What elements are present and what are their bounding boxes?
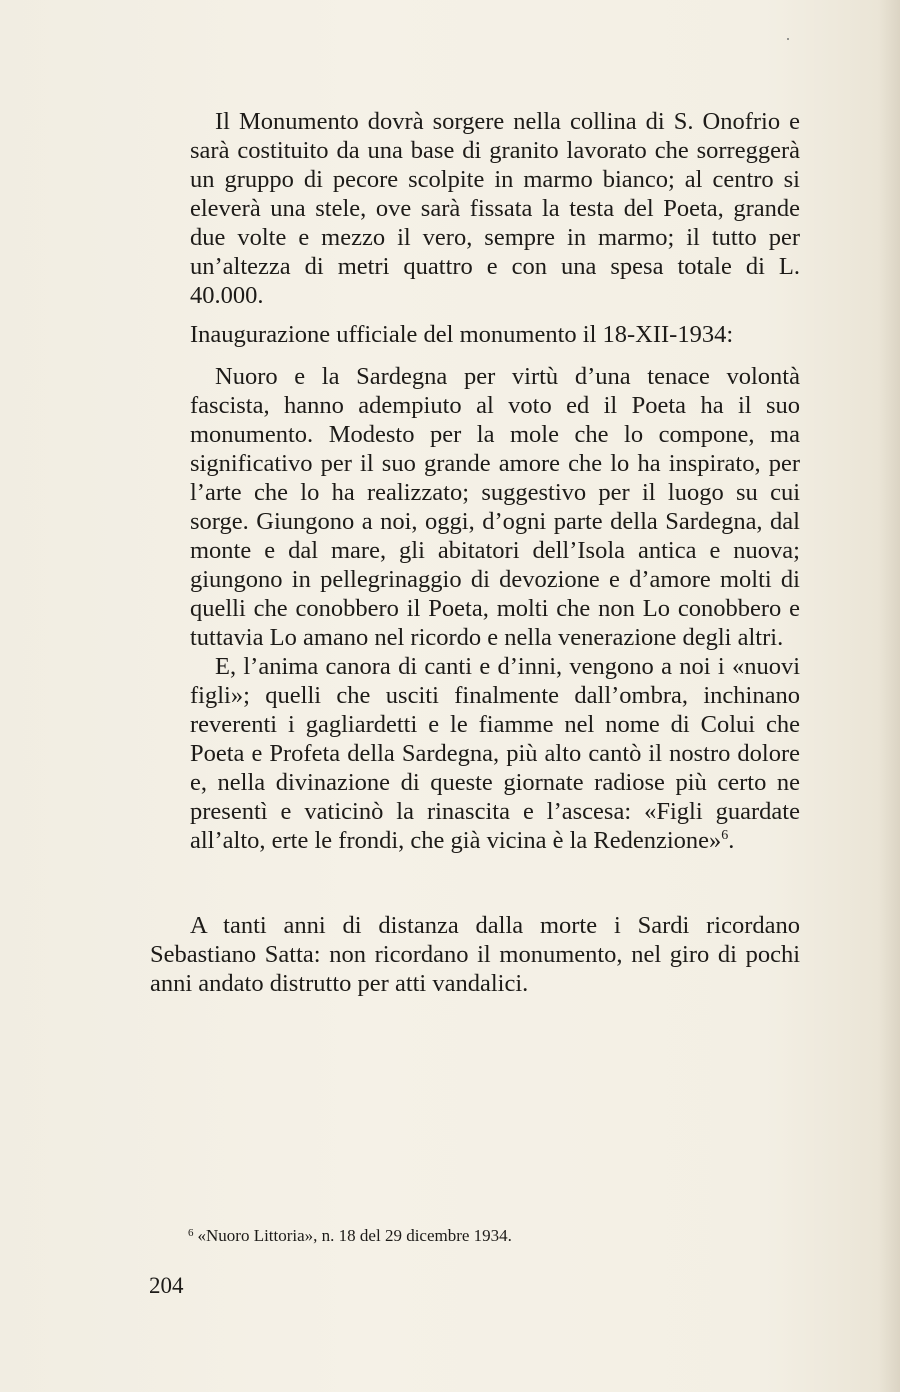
- monument-description-quote: [190, 107, 800, 310]
- inauguration-paragraph-2: [190, 652, 800, 855]
- inauguration-quote: [190, 362, 800, 855]
- paper-speck: [787, 38, 789, 40]
- closing-paragraph: [150, 911, 800, 998]
- footnote-text: «Nuoro Littoria», n. 18 del 29 dicembre 1934.: [197, 1226, 512, 1245]
- inauguration-heading: Inaugurazione ufficiale del monumento il 18-XII-1934:: [190, 321, 734, 348]
- page-edge-shadow: [878, 0, 900, 1392]
- footnote: [188, 1222, 512, 1247]
- page-number: 204: [149, 1273, 184, 1298]
- monument-description-paragraph: Il Monumento dovrà sorgere nella collina di S. Onofrio e sarà costituito da una base di granito lavorato che sorreggerà un gruppo di pecore scolpite in marmo bianco; al centro si eleverà una stele, ove sarà fissata la testa del Poeta, grande due volte e mezzo il vero, sempre in marmo; il tutto per un’altezza di metri quattro e con una spesa totale di L. 40.000.: [190, 108, 800, 309]
- closing-paragraph-text: A tanti anni di distanza dalla morte i Sardi ricordano Sebastiano Satta: non ricordano il monumento, nel giro di pochi anni andato distrutto per atti vandalici.: [150, 912, 800, 997]
- inauguration-paragraph-1: Nuoro e la Sardegna per virtù d’una tenace volontà fascista, hanno adempiuto al voto ed il Poeta ha il suo monumento. Modesto per la mole che lo compone, ma significativo per il suo grande amore che lo ha inspirato, per l’arte che lo ha realizzato; suggestivo per il luogo su cui sorge. Giungono a noi, oggi, d’ogni parte della Sardegna, dal monte e dal mare, gli abitatori dell’Isola antica e nuova; giungono in pellegrinaggio di devozione e d’amore molti di quelli che conobbero il Poeta, molti che non Lo conobbero e tuttavia Lo amano nel ricordo e nella venerazione degli altri.: [190, 363, 800, 651]
- footnote-number: 6: [188, 1227, 194, 1239]
- inauguration-paragraph-2-end: .: [728, 827, 735, 854]
- footnote-reference: 6: [721, 827, 729, 843]
- inauguration-paragraph-2-text: E, l’anima canora di canti e d’inni, vengono a noi i «nuovi figli»; quelli che usciti finalmente dall’ombra, inchinano reverenti i gagliardetti e le fiamme nel nome di Colui che Poeta e Profeta della Sardegna, più alto cantò il nostro dolore e, nella divinazione di queste giornate radiose più certo ne presentì e vaticinò la rinascita e l’ascesa: «Figli guardate all’alto, erte le frondi, che già vicina è la Redenzione»: [190, 653, 800, 854]
